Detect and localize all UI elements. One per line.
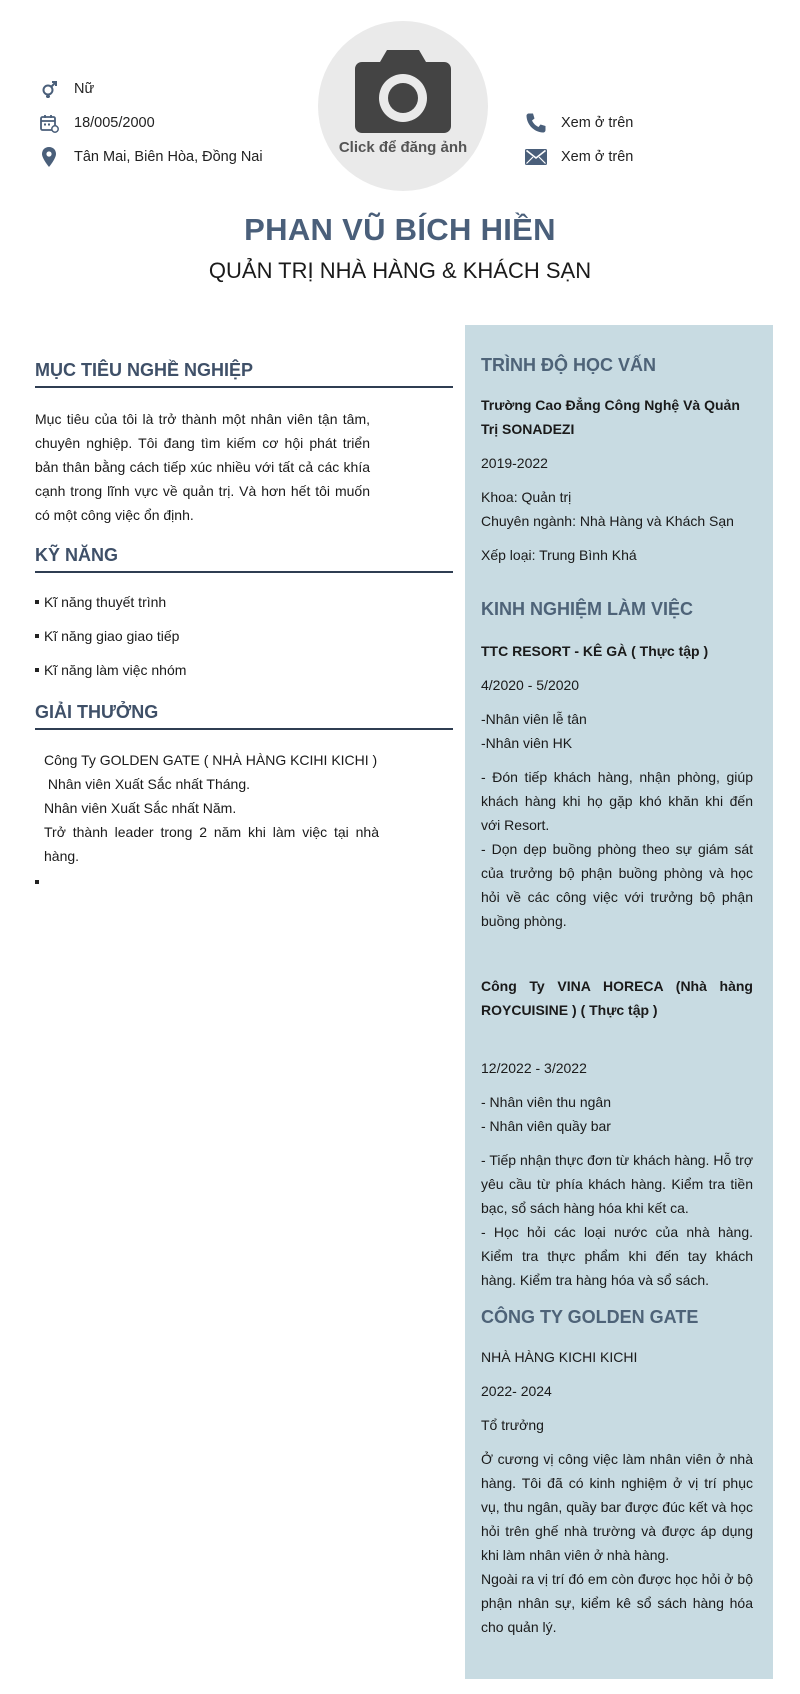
education-major: Chuyên ngành: Nhà Hàng và Khách Sạn [481,513,734,529]
gender-row [38,78,94,100]
gender-text: Nữ [74,81,95,97]
award-line: Trở thành leader trong 2 năm khi làm việc tại nhà hàng. [44,824,379,864]
job1-company: TTC RESORT - KÊ GÀ ( Thực tập ) [481,643,709,659]
job3-description: Ở cương vị công việc làm nhân viên ở nhà hàng. Tôi đã có kinh nghiệm ở vị trí phục vụ, thu ngân, quầy bar được đúc kết và học hỏi trên ghế nhà trường và được áp dụng khi làm nhân viên ở nhà hàng. [481,1451,753,1563]
award-line: Công Ty GOLDEN GATE ( NHÀ HÀNG KCIHI KICHI ) [44,752,378,768]
job3-role: Tổ trưởng [481,1417,544,1433]
awards-box [35,748,379,868]
calendar-icon [38,112,60,134]
job2-role: - Nhân viên quầy bar [481,1118,611,1134]
awards-title: GIẢI THƯỞNG [35,702,453,730]
address-text: Tân Mai, Biên Hòa, Đồng Nai [74,149,263,165]
skill-item: Kĩ năng thuyết trình [35,592,453,612]
camera-icon [352,46,454,136]
skills-list [35,592,453,680]
envelope-icon [525,146,547,168]
skills-title: KỸ NĂNG [35,545,453,573]
phone-text: Xem ở trên [561,115,634,131]
phone-icon [525,112,547,134]
job3-company: CÔNG TY GOLDEN GATE [481,1307,699,1327]
education-rank: Xếp loại: Trung Bình Khá [481,547,637,563]
job-title: QUẢN TRỊ NHÀ HÀNG & KHÁCH SẠN [208,258,592,283]
skill-item: Kĩ năng làm việc nhóm [35,660,453,680]
cv-header [0,0,800,300]
photo-caption: Click để đăng ảnh [338,139,468,156]
job3-description: Ngoài ra vị trí đó em còn được học hỏi ở bộ phận nhân sự, kiểm kê sổ sách hàng hóa cho quản lý. [481,1571,753,1635]
objective-title: MỤC TIÊU NGHỀ NGHIỆP [35,360,453,388]
birthday-row [38,112,155,134]
objective-text: Mục tiêu của tôi là trở thành một nhân viên tận tâm, chuyên nghiệp. Tôi đang tìm kiếm cơ hội phát triển bản thân bằng cách tiếp xúc nhiều với tất cả các khía cạnh trong lĩnh vực về quản trị. Và hơn hết tôi muốn có một công việc ổn định. [35,411,370,523]
job1-description: - Dọn dẹp buồng phòng theo sự giám sát của trưởng bộ phận buồng phòng và học hỏi về các công việc với trưởng bộ phận buồng phòng. [481,841,753,929]
school-name: Trường Cao Đẳng Công Nghệ Và Quản Trị SONADEZI [481,397,740,437]
email-text: Xem ở trên [561,149,634,165]
education-period: 2019-2022 [481,455,548,471]
address-row [38,146,263,168]
empty-bullet [35,880,39,884]
experience-title: KINH NGHIỆM LÀM VIỆC [481,599,694,619]
right-column [465,325,773,1679]
job2-company: Công Ty VINA HORECA (Nhà hàng ROYCUISINE ) ( Thực tập ) [481,978,753,1018]
job3-period: 2022- 2024 [481,1383,552,1399]
job2-description: - Học hỏi các loại nước của nhà hàng. Kiểm tra thực phẩm khi đến tay khách hàng. Kiểm tra hàng hóa và sổ sách. [481,1224,753,1288]
job2-period: 12/2022 - 3/2022 [481,1060,587,1076]
job2-role: - Nhân viên thu ngân [481,1094,611,1110]
left-column [35,360,453,884]
education-title: TRÌNH ĐỘ HỌC VẤN [481,355,656,375]
award-line: Nhân viên Xuất Sắc nhất Tháng. [44,776,250,792]
gender-icon [38,78,60,100]
job1-description: - Đón tiếp khách hàng, nhận phòng, giúp khách hàng khi họ gặp khó khăn khi đến với Resort. [481,769,753,833]
job3-place: NHÀ HÀNG KICHI KICHI [481,1349,638,1365]
email-row [525,146,633,168]
skill-item: Kĩ năng giao giao tiếp [35,626,453,646]
job1-period: 4/2020 - 5/2020 [481,677,580,693]
job1-role: -Nhân viên lễ tân [481,711,587,727]
phone-row [525,112,633,134]
job1-role: -Nhân viên HK [481,735,573,751]
full-name: PHAN VŨ BÍCH HIỀN [244,212,556,247]
birthday-text: 18/005/2000 [74,115,155,131]
location-pin-icon [38,146,60,168]
award-line: Nhân viên Xuất Sắc nhất Năm. [44,800,237,816]
job2-description: - Tiếp nhận thực đơn từ khách hàng. Hỗ trợ yêu cầu từ phía khách hàng. Kiểm tra tiền bạc, sổ sách hàng hóa khi kết ca. [481,1152,753,1216]
education-faculty: Khoa: Quản trị [481,489,572,505]
profile-photo-upload[interactable] [318,21,488,191]
